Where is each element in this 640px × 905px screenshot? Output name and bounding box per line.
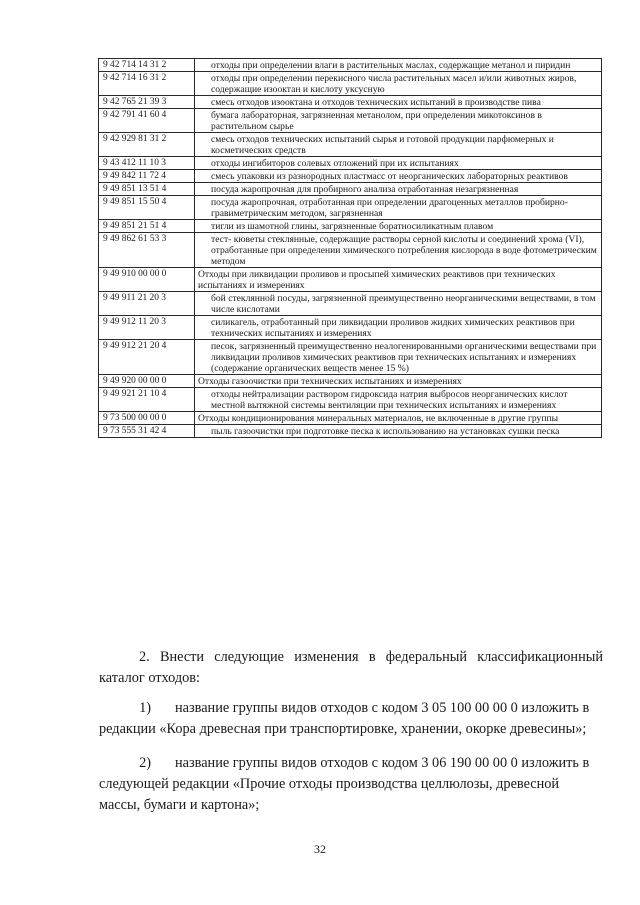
waste-description-cell: посуда жаропрочная для пробирного анализа отработанная незагрязненная [195,183,602,196]
table-row [99,292,602,316]
table-row [99,109,602,133]
waste-description-cell: смесь отходов технических испытаний сырья и готовой продукции парфюмерных и косметических средств [195,133,602,157]
waste-code-cell: 9 73 500 00 00 0 [99,412,195,425]
table-row [99,316,602,340]
waste-codes-table [98,58,602,438]
waste-code-cell: 9 42 929 81 31 2 [99,133,195,157]
waste-code-cell: 9 49 851 13 51 4 [99,183,195,196]
table-row [99,59,602,72]
waste-code-cell: 9 49 910 00 00 0 [99,268,195,292]
table-row [99,196,602,220]
list-item-2-text: название группы видов отходов с кодом 3 06 190 00 00 0 изложить в следующей редакции «Прочие отходы производства целлюлозы, древесной массы, бумаги и картона»; [99,755,590,813]
waste-code-cell: 9 49 912 21 20 4 [99,340,195,375]
waste-description-cell: посуда жаропрочная, отработанная при определении драгоценных металлов пробирно-гравиметрическим методом, загрязненная [195,196,602,220]
waste-description-cell: тигли из шамотной глины, загрязненные боратносиликатным плавом [195,220,602,233]
waste-description-cell: тест- кюветы стеклянные, содержащие растворы серной кислоты и соединений хрома (VI), отработанные при определении химического потребления кислорода в воде фотометрическим методом [195,233,602,268]
waste-code-cell: 9 49 912 11 20 3 [99,316,195,340]
list-item-2-number: 2) [139,755,151,771]
page-number: 32 [314,842,326,856]
table-row [99,96,602,109]
waste-description-cell: песок, загрязненный преимущественно неалогенированными органическими веществами при ликвидации проливов химических реактивов при технических испытаниях и измерениях (содержание органических веществ менее 15 %) [195,340,602,375]
table-row [99,388,602,412]
waste-description-cell: пыль газоочистки при подготовке песка к использованию на установках сушки песка [195,425,602,438]
waste-code-cell: 9 49 862 61 53 3 [99,233,195,268]
list-item-1-number: 1) [139,700,151,716]
list-item-1 [99,698,603,740]
waste-description-cell: Отходы кондиционирования минеральных материалов, не включенные в другие группы [195,412,602,425]
waste-description-cell: отходы нейтрализации раствором гидроксида натрия выбросов неорганических кислот местной вытяжной системы вентиляции при технических испытаниях и измерениях [195,388,602,412]
waste-code-cell: 9 49 920 00 00 0 [99,375,195,388]
table-row [99,220,602,233]
waste-description-cell: Отходы при ликвидации проливов и просыпей химических реактивов при технических испытаниях и измерениях [195,268,602,292]
waste-description-cell: смесь отходов изооктана и отходов технических испытаний в производстве пива [195,96,602,109]
table-row [99,340,602,375]
table-row [99,233,602,268]
waste-code-cell: 9 43 412 11 10 3 [99,157,195,170]
table-row [99,72,602,96]
waste-description-cell: отходы при определении перекисного числа растительных масел и/или животных жиров, содержащие изооктан и кислоту уксусную [195,72,602,96]
waste-description-cell: отходы ингибиторов солевых отложений при их испытаниях [195,157,602,170]
waste-code-cell: 9 42 765 21 39 3 [99,96,195,109]
waste-description-cell: бой стеклянной посуды, загрязненной преимущественно неорганическими веществами, в том числе кислотами [195,292,602,316]
table-row [99,133,602,157]
table-row [99,268,602,292]
waste-code-cell: 9 49 921 21 10 4 [99,388,195,412]
table-row [99,425,602,438]
table-row [99,183,602,196]
waste-code-cell: 9 42 791 41 60 4 [99,109,195,133]
list-item-1-text: название группы видов отходов с кодом 3 05 100 00 00 0 изложить в редакции «Кора древесная при транспортировке, хранении, окорке древесины»; [99,700,590,737]
waste-codes-table-body [99,59,602,438]
waste-code-cell: 9 49 911 21 20 3 [99,292,195,316]
table-row [99,157,602,170]
waste-description-cell: смесь упаковки из разнородных пластмасс от неорганических лабораторных реактивов [195,170,602,183]
list-item-2 [99,753,603,816]
table-row [99,170,602,183]
table-row [99,375,602,388]
waste-description-cell: отходы при определении влаги в растительных маслах, содержащие метанол и пиридин [195,59,602,72]
waste-code-cell: 9 49 842 11 72 4 [99,170,195,183]
waste-code-cell: 9 49 851 21 51 4 [99,220,195,233]
waste-code-cell: 9 42 714 16 31 2 [99,72,195,96]
waste-description-cell: бумага лабораторная, загрязненная метанолом, при определении микотоксинов в растительном сырье [195,109,602,133]
table-row [99,412,602,425]
waste-code-cell: 9 49 851 15 50 4 [99,196,195,220]
waste-code-cell: 9 73 555 31 42 4 [99,425,195,438]
waste-description-cell: силикагель, отработанный при ликвидации проливов жидких химических реактивов при технических испытаниях и измерениях [195,316,602,340]
paragraph-2: 2. Внести следующие изменения в федеральный классификационный каталог отходов: [99,649,603,686]
waste-code-cell: 9 42 714 14 31 2 [99,59,195,72]
waste-description-cell: Отходы газоочистки при технических испытаниях и измерениях [195,375,602,388]
